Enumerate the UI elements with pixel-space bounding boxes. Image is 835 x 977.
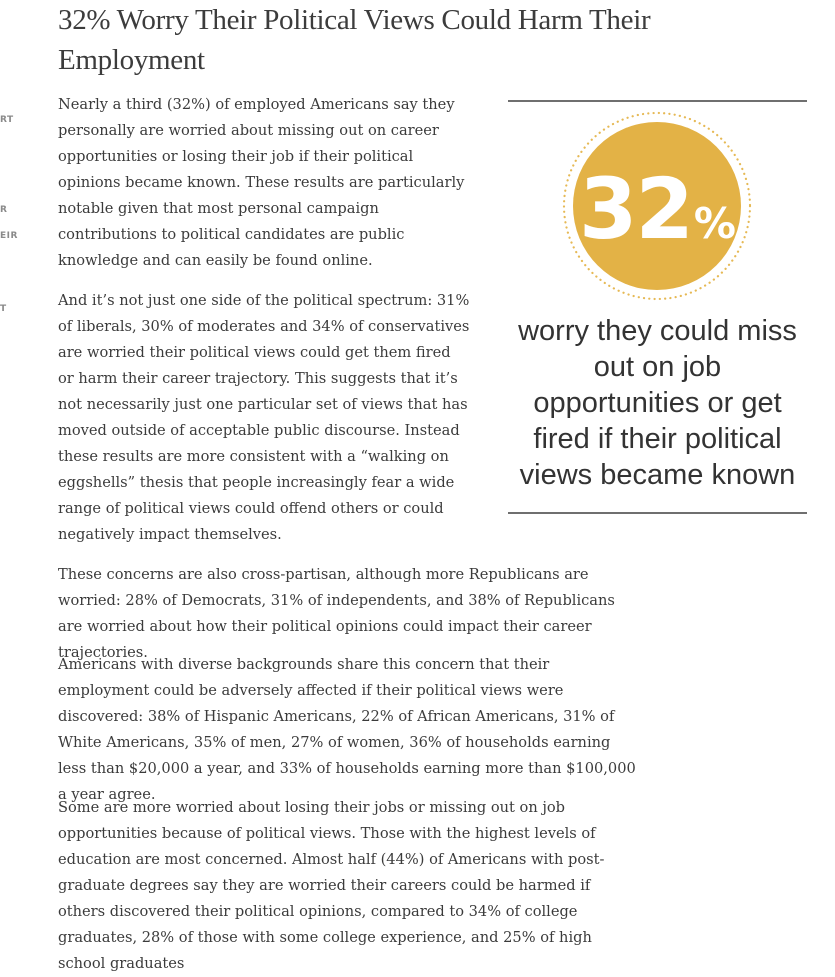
paragraph-cross-partisan: These concerns are also cross-partisan, although more Republicans are worried: 28% of Democrats, 31% of independents, and 38% of Republicans are worried about how their political opinions could impact their career trajectories.: [58, 566, 615, 661]
paragraph-education: Some are more worried about losing their jobs or missing out on job opportunities because of political views. Those with the highest levels of education are most concerned. Almost half (44%) of Americans with post-graduate degrees say they are worried their careers could be harmed if others discovered their political opinions, compared to 34% of college graduates, 28% of those with some college experience, and 25% of high school graduates: [58, 799, 605, 972]
big-number: 32: [579, 160, 692, 258]
sidebar-fragment[interactable]: RT: [0, 115, 14, 125]
article-title: 32% Worry Their Political Views Could Harm Their Employment: [58, 4, 651, 76]
sidebar-fragment[interactable]: T: [0, 304, 7, 314]
paragraph-diverse-backgrounds: Americans with diverse backgrounds share this concern that their employment could be adversely affected if their political views were discovered: 38% of Hispanic Americans, 22% of African Americans, 31% of White Americans, 35% of men, 27% of women, 36% of households earning less than $20,000 a year, and 33% of households earning more than $100,000 a year agree.: [58, 656, 636, 803]
callout-top-rule: [508, 100, 807, 102]
stat-callout: [508, 100, 807, 514]
callout-caption: worry they could miss out on job opportunities or get fired if their political views became known: [518, 315, 797, 491]
paragraph-political-spectrum: And it’s not just one side of the political spectrum: 31% of liberals, 30% of moderates and 34% of conservatives are worried their political views could get them fired or harm their career trajectory. This suggests that it’s not necessarily just one particular set of views that has moved outside of acceptable public discourse. Instead these results are more consistent with a “walking on eggshells” thesis that people increasingly fear a wide range of political views could offend others or could negatively impact themselves.: [58, 292, 470, 543]
callout-bottom-rule: [508, 512, 807, 514]
paragraph-intro: Nearly a third (32%) of employed Americans say they personally are worried about missing out on career opportunities or losing their job if their political opinions became known. These results are particularly notable given that most personal campaign contributions to political candidates are public knowledge and can easily be found online.: [58, 96, 465, 269]
percent-sign: %: [693, 199, 736, 248]
sidebar-fragment[interactable]: R: [0, 205, 8, 215]
big-percentage: [508, 160, 807, 258]
sidebar-fragment[interactable]: EIR: [0, 231, 18, 241]
